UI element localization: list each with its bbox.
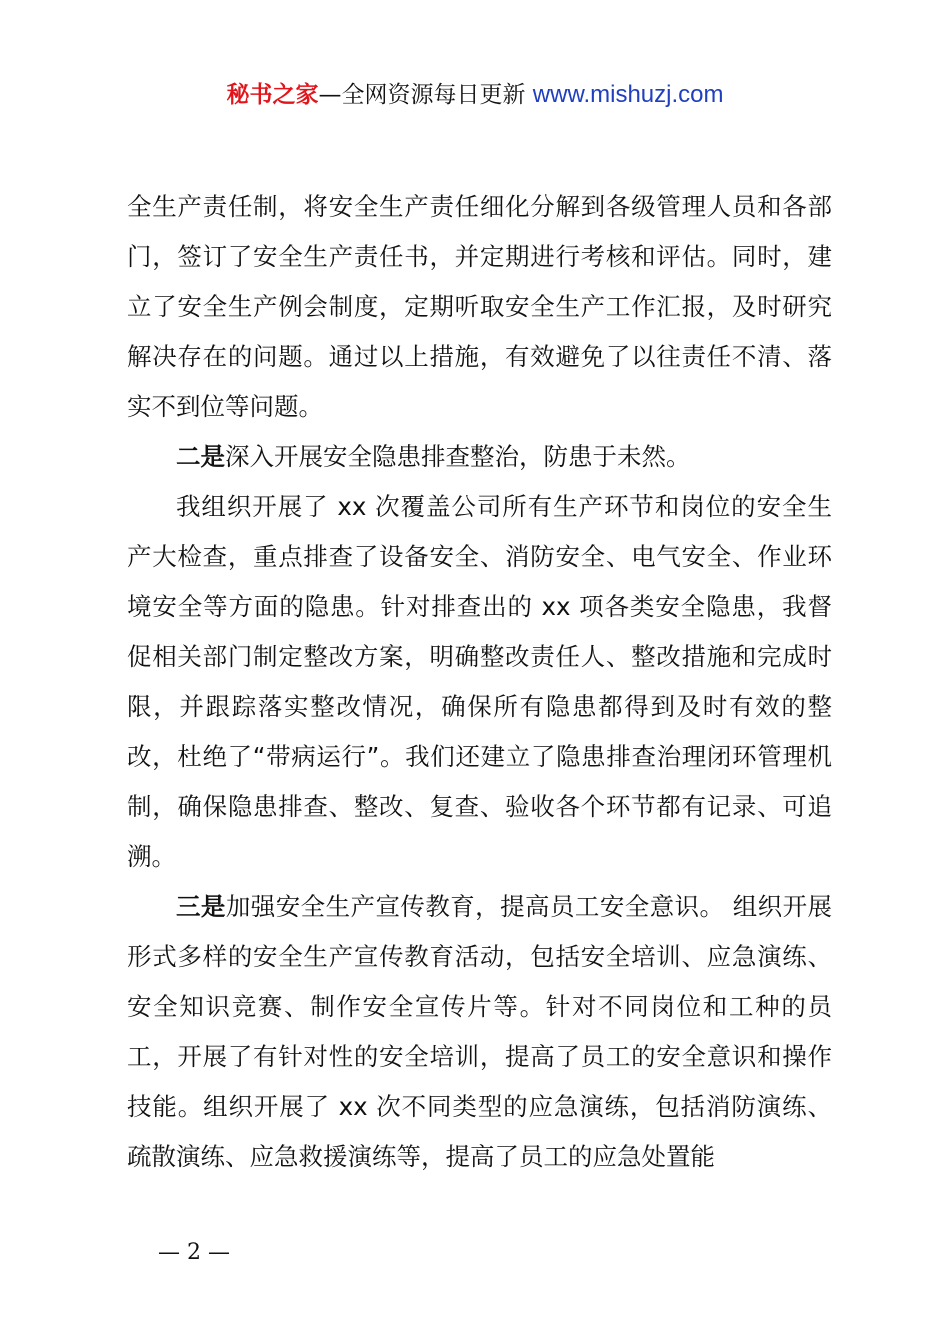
paragraph-1 [127,182,832,432]
paragraph-3 [127,482,832,882]
paragraph-1-text: 全生产责任制，将安全生产责任细化分解到各级管理人员和各部门，签订了安全生产责任书，并定期进行考核和评估。同时，建立了安全生产例会制度，定期听取安全生产工作汇报，及时研究解决存在的问题。通过以上措施，有效避免了以往责任不清、落实不到位等问题。 [127,192,832,421]
paragraph-2-text: 深入开展安全隐患排查整治，防患于未然。 [225,442,691,471]
paragraph-4-lead: 三是 [176,892,226,921]
paragraph-2-lead: 二是 [176,442,225,471]
paragraph-4-text: 加强安全生产宣传教育，提高员工安全意识。 组织开展形式多样的安全生产宣传教育活动，包括安全培训、应急演练、安全知识竞赛、制作安全宣传片等。针对不同岗位和工种的员工，开展了有针对性的安全培训，提高了员工的安全意识和操作技能。组织开展了 xx 次不同类型的应急演练，包括消防演练、疏散演练、应急救援演练等，提高了员工的应急处置能 [127,892,833,1171]
paragraph-4 [127,882,832,1182]
brand-name: 秘书之家 [226,82,319,108]
paragraph-3-text: 我组织开展了 xx 次覆盖公司所有生产环节和岗位的安全生产大检查，重点排查了设备安全、消防安全、电气安全、作业环境安全等方面的隐患。针对排查出的 xx 项各类安全隐患，我督促相关部门制定整改方案，明确整改责任人、整改措施和完成时限，并跟踪落实整改情况，确保所有隐患都得到及时有效的整改，杜绝了“带病运行”。我们还建立了隐患排查治理闭环管理机制，确保隐患排查、整改、复查、验收各个环节都有记录、可追溯。 [127,492,832,871]
page-number: — 2 — [158,1240,230,1265]
document-body [127,182,832,1182]
site-header [0,80,950,110]
header-slogan: —全网资源每日更新 [318,82,526,108]
site-url[interactable]: www.mishuzj.com [532,81,724,108]
paragraph-2 [127,432,832,482]
